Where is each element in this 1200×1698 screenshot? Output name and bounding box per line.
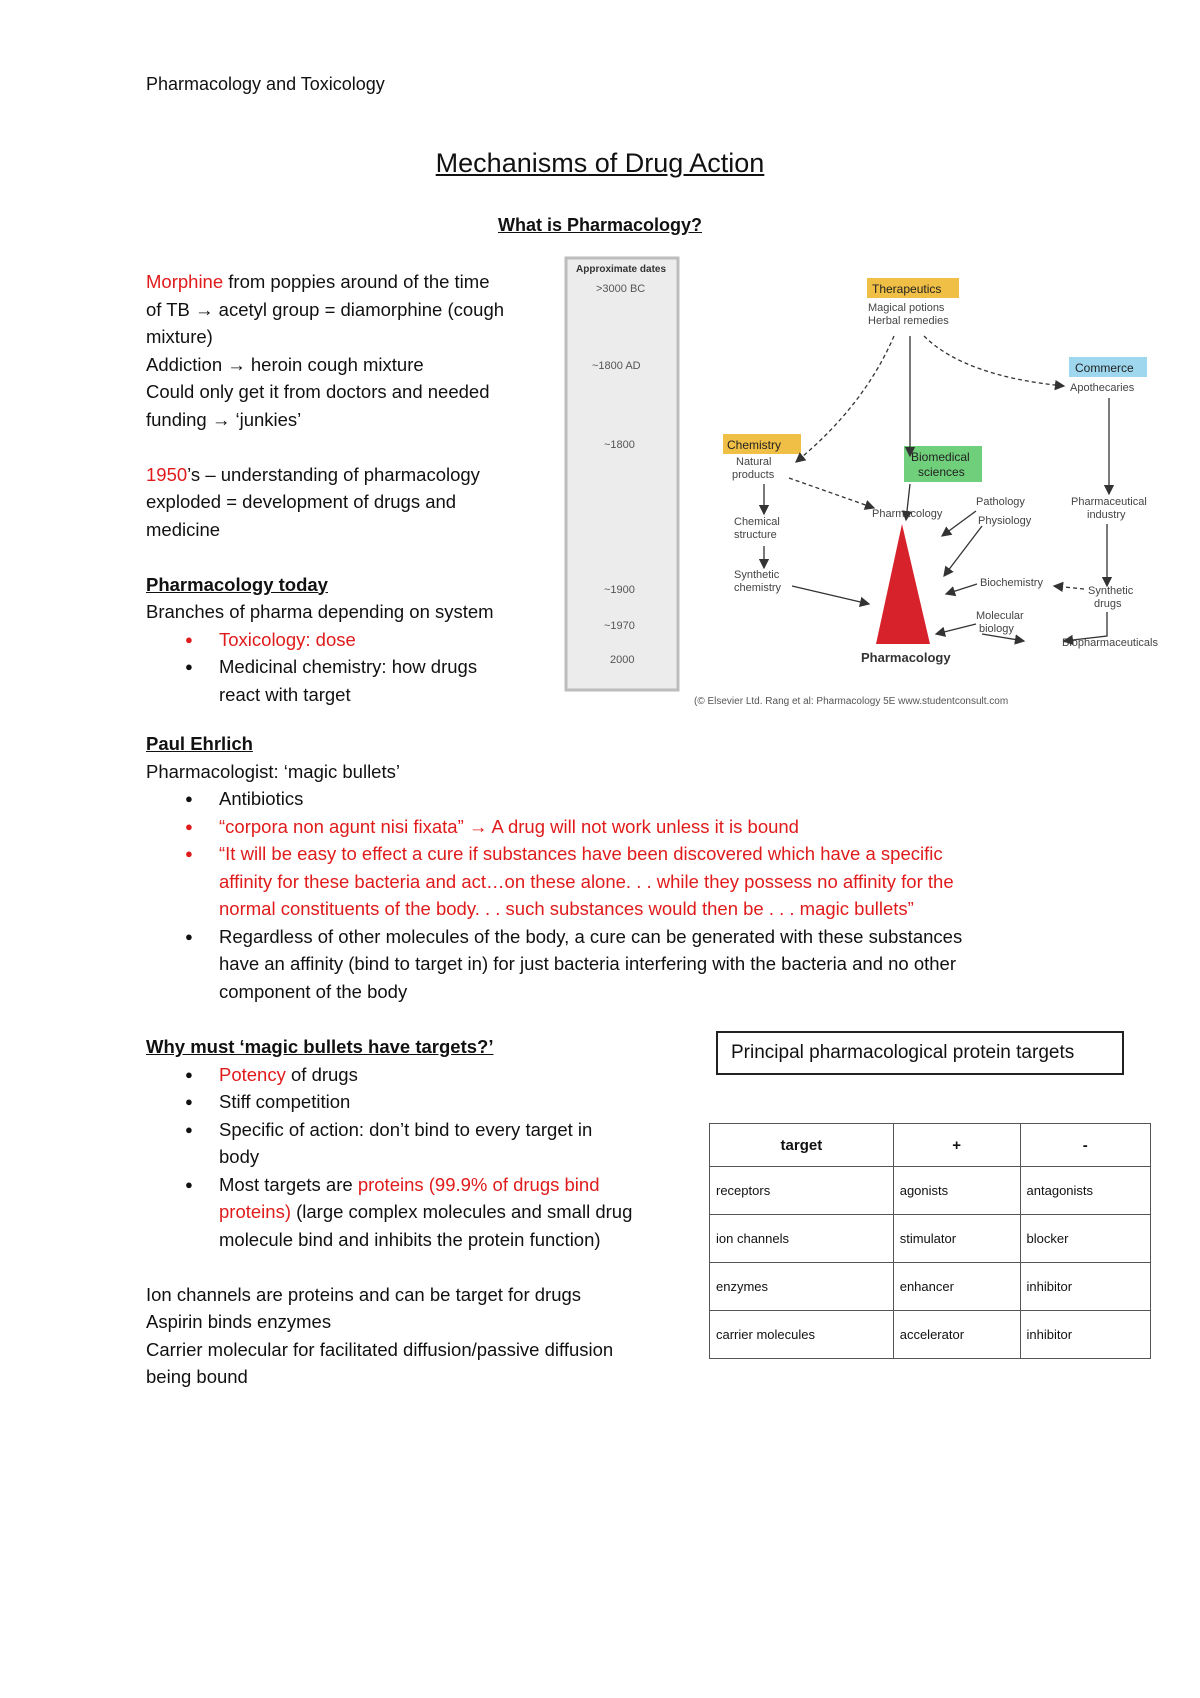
list-item: ● “It will be easy to effect a cure if substances have been discovered which have a specific affinity for these bacteria and act…on these alone. . . while they possess no affinity for the normal constituents of the body. . . such substances would then be . . . magic bullets” — [146, 840, 1146, 923]
svg-text:structure: structure — [734, 529, 777, 541]
ehrlich-heading: Paul Ehrlich — [146, 733, 253, 754]
date-label: >3000 BC — [596, 283, 646, 295]
svg-text:biology: biology — [979, 623, 1014, 635]
table-row — [710, 1167, 1151, 1215]
svg-text:Biopharmaceuticals: Biopharmaceuticals — [1062, 637, 1158, 649]
protein-targets-table — [709, 1123, 1151, 1359]
table-cell: inhibitor — [1020, 1263, 1150, 1311]
table-cell: stimulator — [893, 1215, 1020, 1263]
table-row — [710, 1215, 1151, 1263]
dates-title: Approximate dates — [576, 264, 667, 275]
therapeutics-label: Therapeutics — [872, 282, 942, 296]
svg-text:Pathology: Pathology — [976, 496, 1025, 508]
svg-text:Chemical: Chemical — [734, 516, 780, 528]
table-cell: ion channels — [710, 1215, 894, 1263]
year-1950: 1950 — [146, 463, 188, 485]
table-header: + — [893, 1124, 1020, 1167]
svg-text:Biomedical: Biomedical — [911, 450, 970, 464]
chemistry-label: Chemistry — [727, 438, 782, 452]
list-item: ● Medicinal chemistry: how drugs react with target — [146, 653, 566, 708]
svg-text:products: products — [732, 469, 775, 481]
list-item: ● Toxicology: dose — [146, 626, 566, 654]
svg-text:Natural: Natural — [736, 456, 772, 468]
table-cell: carrier molecules — [710, 1311, 894, 1359]
protein-targets-box: Principal pharmacological protein targets — [716, 1031, 1124, 1075]
svg-text:Pharmacology: Pharmacology — [872, 508, 943, 520]
targets-block: Why must ‘magic bullets have targets?’ ● Potency of drugs ● Stiff competition ● Specific of action: don’t bind to every target in body ● Most targets are proteins (99.9% of drugs bind proteins) (large complex molecules and small drug molecule bind and inhibits the protein function) Ion channels are proteins and can be target for drugs Aspirin binds enzymes Carrier molecular for facilitated diffusion/passive diffusion being bound — [146, 1033, 686, 1391]
svg-text:Magical potions: Magical potions — [868, 302, 945, 314]
table-cell: agonists — [893, 1167, 1020, 1215]
date-label: ~1970 — [604, 620, 635, 632]
svg-text:Synthetic: Synthetic — [1088, 585, 1134, 597]
pharmacology-today-heading: Pharmacology today — [146, 573, 328, 595]
intro-block: Morphine from poppies around of the time of TB → acetyl group = diamorphine (cough mixture) Addiction → heroin cough mixture Could only get it from doctors and needed funding → ‘junkies’ 1950’s – understanding of pharmacology exploded = development of drugs and medicine Pharmacology today Branches of pharma depending on system ● Toxicology: dose ● Medicinal chemistry: how drugs react with target — [146, 268, 566, 708]
table-row — [710, 1263, 1151, 1311]
table-cell: antagonists — [1020, 1167, 1150, 1215]
morphine-word: Morphine — [146, 271, 224, 292]
list-item: ● Regardless of other molecules of the body, a cure can be generated with these substances have an affinity (bind to target in) for just bacteria interfering with the bacteria and no other component of the body — [146, 923, 1146, 1006]
svg-text:Apothecaries: Apothecaries — [1070, 382, 1135, 394]
table-cell: enhancer — [893, 1263, 1020, 1311]
svg-text:Synthetic: Synthetic — [734, 569, 780, 581]
date-label: ~1800 — [604, 439, 635, 451]
page-title: Mechanisms of Drug Action — [435, 148, 765, 178]
table-header: - — [1020, 1124, 1150, 1167]
page-header: Pharmacology and Toxicology — [146, 74, 385, 94]
table-cell: inhibitor — [1020, 1311, 1150, 1359]
list-item: ● Antibiotics — [146, 785, 1146, 813]
svg-text:industry: industry — [1087, 509, 1126, 521]
ehrlich-block: Paul Ehrlich Pharmacologist: ‘magic bullets’ ● Antibiotics ● “corpora non agunt nisi fixata” → A drug will not work unless it is bound ● “It will be easy to effect a cure if substances have been discovered which have a specific affinity for these bacteria and act…on these alone. . . while they possess no affinity for the normal constituents of the body. . . such substances would then be . . . magic bullets” ● Regardless of other molecules of the body, a cure can be generated with these substances have an affinity (bind to target in) for just bacteria interfering with the bacteria and no other component of the body — [146, 730, 1146, 1005]
svg-text:Physiology: Physiology — [978, 515, 1032, 527]
table-header-row — [710, 1124, 1151, 1167]
list-item: ● Specific of action: don’t bind to every target in body — [146, 1116, 686, 1171]
svg-text:drugs: drugs — [1094, 598, 1122, 610]
table-cell: blocker — [1020, 1215, 1150, 1263]
table-cell: enzymes — [710, 1263, 894, 1311]
pharmacology-pyramid — [876, 524, 930, 644]
svg-text:Molecular: Molecular — [976, 610, 1024, 622]
svg-text:chemistry: chemistry — [734, 582, 782, 594]
svg-text:Pharmaceutical: Pharmaceutical — [1071, 496, 1147, 508]
commerce-label: Commerce — [1075, 361, 1134, 375]
svg-text:Biochemistry: Biochemistry — [980, 577, 1043, 589]
list-item: ● Stiff competition — [146, 1088, 686, 1116]
date-label: 2000 — [610, 654, 635, 666]
pharmacology-history-diagram — [564, 256, 1172, 712]
date-label: ~1800 AD — [592, 360, 641, 372]
diagram-credit: (© Elsevier Ltd. Rang et al: Pharmacology 5E www.studentconsult.com — [694, 696, 1009, 707]
table-header: target — [710, 1124, 894, 1167]
table-cell: receptors — [710, 1167, 894, 1215]
table-cell: accelerator — [893, 1311, 1020, 1359]
targets-heading: Why must ‘magic bullets have targets?’ — [146, 1036, 494, 1057]
list-item: ● Potency of drugs — [146, 1061, 686, 1089]
section-subtitle: What is Pharmacology? — [497, 215, 703, 235]
table-row — [710, 1311, 1151, 1359]
today-list — [146, 626, 566, 709]
svg-text:sciences: sciences — [918, 465, 965, 479]
svg-text:Herbal remedies: Herbal remedies — [868, 315, 949, 327]
date-label: ~1900 — [604, 584, 635, 596]
list-item: ● “corpora non agunt nisi fixata” → A drug will not work unless it is bound — [146, 813, 1146, 841]
list-item: ● Most targets are proteins (99.9% of drugs bind proteins) (large complex molecules and small drug molecule bind and inhibits the protein function) — [146, 1171, 686, 1254]
svg-text:Pharmacology: Pharmacology — [861, 650, 951, 665]
